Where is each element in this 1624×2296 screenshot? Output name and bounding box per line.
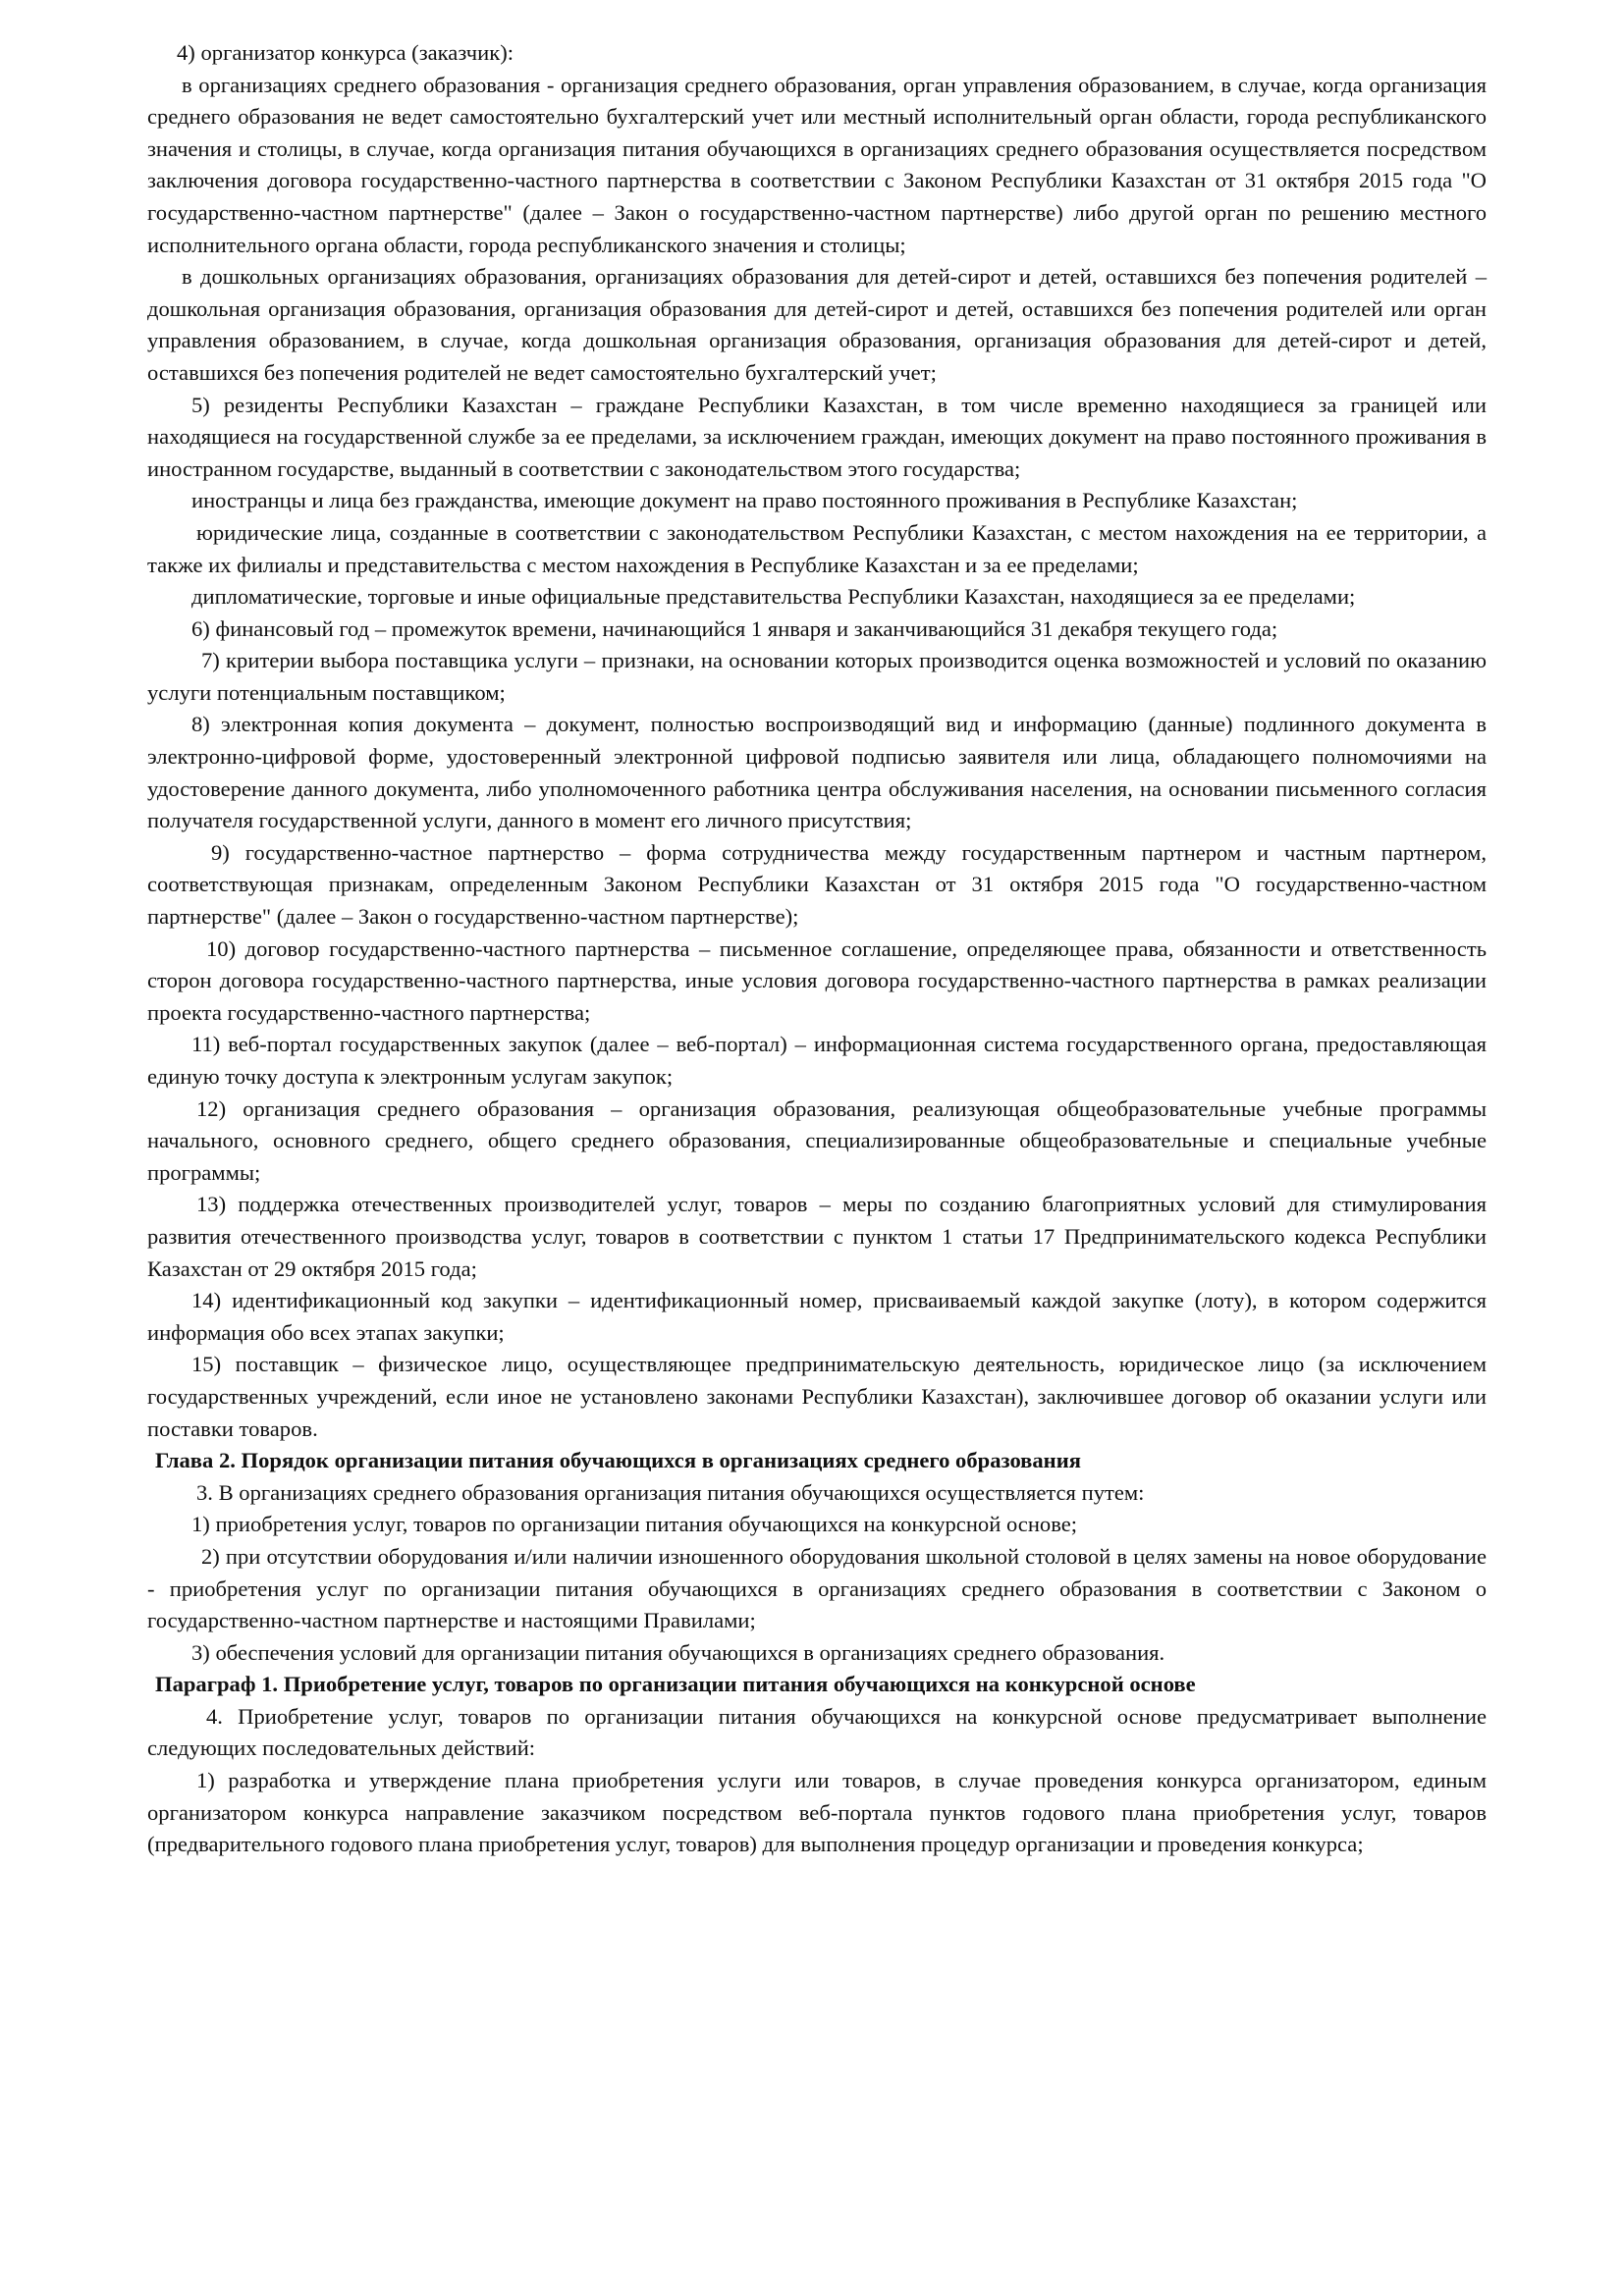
paragraph-item-4-secondary: в организациях среднего образования - организация среднего образования, орган управления образованием, в случае, когда организация среднего образования не ведет самостоятельно бухгалтерский учет или местный исполнительный орган области, города республиканского значения и столицы, в случае, когда организация питания обучающихся в организациях среднего образования осуществляется посредством заключения договора государственно-частного партнерства в соответствии с Законом Республики Казахстан от 31 октября 2015 года "О государственно-частном партнерстве" (далее – Закон о государственно-частном партнерстве) либо другой орган по решению местного исполнительного органа области, города республиканского значения и столицы;	[147, 72, 1487, 257]
paragraph-point-3: 3. В организациях среднего образования организация питания обучающихся осуществляется путем:	[196, 1479, 1145, 1505]
paragraph-item-10: 10) договор государственно-частного партнерства – письменное соглашение, определяющее права, обязанности и ответственность сторон договора государственно-частного партнерства, иные условия договора государственно-частного партнерства в рамках реализации проекта государственно-частного партнерства;	[147, 935, 1487, 1025]
paragraph-item-7: 7) критерии выбора поставщика услуги – признаки, на основании которых производится оценка возможностей и условий по оказанию услуги потенциальным поставщиком;	[147, 648, 1487, 705]
chapter-2-heading: Глава 2. Порядок организации питания обучающихся в организациях среднего образования	[155, 1448, 1081, 1473]
paragraph-item-14: 14) идентификационный код закупки – идентификационный номер, присваиваемый каждой закупке (лоту), в котором содержится информация обо всех этапах закупки;	[147, 1288, 1487, 1345]
paragraph-point-3-1: 1) приобретения услуг, товаров по организации питания обучающихся на конкурсной основе;	[191, 1512, 1078, 1537]
document-page	[147, 37, 1487, 1861]
paragraph-point-4: 4. Приобретение услуг, товаров по организации питания обучающихся на конкурсной основе предусматривает выполнение следующих последовательных действий:	[147, 1703, 1487, 1761]
paragraph-1-heading: Параграф 1. Приобретение услуг, товаров по организации питания обучающихся на конкурсной основе	[155, 1672, 1196, 1697]
paragraph-item-6: 6) финансовый год – промежуток времени, начинающийся 1 января и заканчивающийся 31 декабря текущего года;	[191, 615, 1278, 641]
paragraph-item-9: 9) государственно-частное партнерство – форма сотрудничества между государственным партнером и частным партнером, соответствующая признакам, определенным Законом Республики Казахстан от 31 октября 2015 года "О государственно-частном партнерстве" (далее – Закон о государственно-частном партнерстве);	[147, 839, 1487, 930]
paragraph-item-8: 8) электронная копия документа – документ, полностью воспроизводящий вид и информацию (данные) подлинного документа в электронно-цифровой форме, удостоверенный электронной цифровой подписью заявителя или лица, обладающего полномочиями на удостоверение данного документа, либо уполномоченного работника центра обслуживания населения, на основании письменного согласия получателя государственной услуги, данного в момент его личного присутствия;	[147, 712, 1487, 833]
paragraph-item-15: 15) поставщик – физическое лицо, осуществляющее предпринимательскую деятельность, юридическое лицо (за исключением государственных учреждений, если иное не установлено законами Республики Казахстан), заключившее договор об оказании услуги или поставки товаров.	[147, 1352, 1487, 1441]
paragraph-point-4-1: 1) разработка и утверждение плана приобретения услуги или товаров, в случае проведения конкурса организатором, единым организатором конкурса направление заказчиком посредством веб-портала пунктов годового плана приобретения услуг, товаров (предварительного годового плана приобретения услуг, товаров) для выполнения процедур организации и проведения конкурса;	[147, 1768, 1487, 1857]
paragraph-point-3-2: 2) при отсутствии оборудования и/или наличии изношенного оборудования школьной столовой в целях замены на новое оборудование - приобретения услуг по организации питания обучающихся в организациях среднего образования в соответствии с Законом о государственно-частном партнерстве и настоящими Правилами;	[147, 1543, 1487, 1633]
paragraph-item-4-preschool: в дошкольных организациях образования, организациях образования для детей-сирот и детей, оставшихся без попечения родителей – дошкольная организация образования, организация образования для детей-сирот и детей, оставшихся без попечения родителей или орган управления образованием, в случае, когда дошкольная организация образования, организация образования для детей-сирот и детей, оставшихся без попечения родителей не ведет самостоятельно бухгалтерский учет;	[147, 264, 1487, 385]
paragraph-point-3-3: 3) обеспечения условий для организации питания обучающихся в организациях среднего образования.	[191, 1639, 1165, 1665]
paragraph-item-4: 4) организатор конкурса (заказчик):	[177, 40, 514, 65]
paragraph-item-11: 11) веб-портал государственных закупок (далее – веб-портал) – информационная система государственного органа, предоставляющая единую точку доступа к электронным услугам закупок;	[147, 1032, 1487, 1089]
paragraph-item-5-foreigners: иностранцы и лица без гражданства, имеющие документ на право постоянного проживания в Республике Казахстан;	[191, 488, 1298, 513]
paragraph-item-12: 12) организация среднего образования – организация образования, реализующая общеобразовательные учебные программы начального, основного среднего, общего среднего образования, специализированные общеобразовательные и специальные учебные программы;	[147, 1095, 1487, 1185]
paragraph-item-5-representations: дипломатические, торговые и иные официальные представительства Республики Казахстан, находящиеся за ее пределами;	[191, 584, 1356, 610]
paragraph-item-5: 5) резиденты Республики Казахстан – граждане Республики Казахстан, в том числе временно находящиеся за границей или находящиеся на государственной службе за ее пределами, за исключением граждан, имеющих документ на право постоянного проживания в иностранном государстве, выданный в соответствии с законодательством этого государства;	[147, 392, 1487, 481]
paragraph-item-5-legal-entities: юридические лица, созданные в соответствии с законодательством Республики Казахстан, с местом нахождения на ее территории, а также их филиалы и представительства с местом нахождения в Республике Казахстан и за ее пределами;	[147, 519, 1487, 577]
paragraph-item-13: 13) поддержка отечественных производителей услуг, товаров – меры по созданию благоприятных условий для стимулирования развития отечественного производства услуг, товаров в соответствии с пунктом 1 статьи 17 Предпринимательского кодекса Республики Казахстан от 29 октября 2015 года;	[147, 1192, 1487, 1281]
